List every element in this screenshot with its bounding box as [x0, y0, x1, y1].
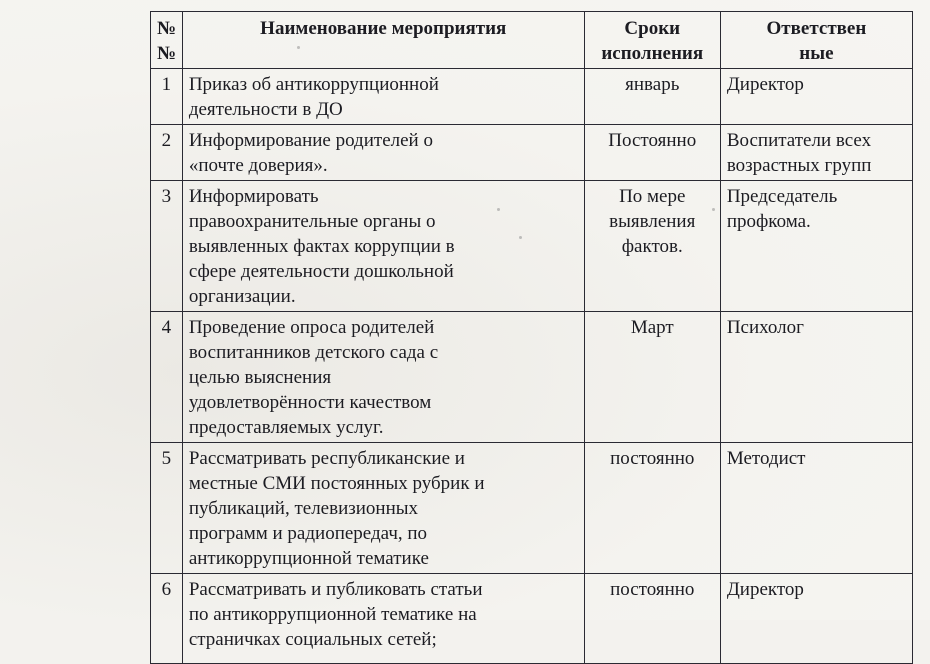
- row-deadline: Март: [584, 312, 720, 443]
- row-deadline: постоянно: [584, 574, 720, 664]
- row-number: 3: [151, 181, 183, 312]
- row-deadline: постоянно: [584, 443, 720, 574]
- row-event-name: Рассматривать и публиковать статьи по антикоррупционной тематике на страничках социальных сетей;: [182, 574, 584, 664]
- header-deadline: Сроки исполнения: [584, 12, 720, 69]
- row-responsible: Председатель профкома.: [720, 181, 912, 312]
- row-event-name: Приказ об антикоррупционной деятельности в ДО: [182, 69, 584, 125]
- header-responsible: Ответствен ные: [720, 12, 912, 69]
- table-row: [151, 312, 913, 443]
- row-deadline: январь: [584, 69, 720, 125]
- row-responsible: Директор: [720, 69, 912, 125]
- row-event-name: Проведение опроса родителей воспитанников детского сада с целью выяснения удовлетворённости качеством предоставляемых услуг.: [182, 312, 584, 443]
- row-number: 1: [151, 69, 183, 125]
- header-number: № №: [151, 12, 183, 69]
- row-responsible: Психолог: [720, 312, 912, 443]
- row-number: 6: [151, 574, 183, 664]
- row-number: 2: [151, 125, 183, 181]
- row-event-name: Рассматривать республиканские и местные СМИ постоянных рубрик и публикаций, телевизионных программ и радиопередач, по антикоррупционной тематике: [182, 443, 584, 574]
- table-header-row: [151, 12, 913, 69]
- table-row: [151, 574, 913, 664]
- row-event-name: Информировать правоохранительные органы о выявленных фактах коррупции в сфере деятельности дошкольной организации.: [182, 181, 584, 312]
- anticorruption-plan-table: [150, 11, 913, 664]
- table-row: [151, 181, 913, 312]
- row-deadline: Постоянно: [584, 125, 720, 181]
- row-deadline: По мере выявления фактов.: [584, 181, 720, 312]
- table-row: [151, 69, 913, 125]
- row-responsible: Методист: [720, 443, 912, 574]
- row-number: 5: [151, 443, 183, 574]
- table-row: [151, 125, 913, 181]
- table-row: [151, 443, 913, 574]
- row-event-name: Информирование родителей о «почте доверия».: [182, 125, 584, 181]
- row-responsible: Воспитатели всех возрастных групп: [720, 125, 912, 181]
- row-responsible: Директор: [720, 574, 912, 664]
- header-event-name: Наименование мероприятия: [182, 12, 584, 69]
- row-number: 4: [151, 312, 183, 443]
